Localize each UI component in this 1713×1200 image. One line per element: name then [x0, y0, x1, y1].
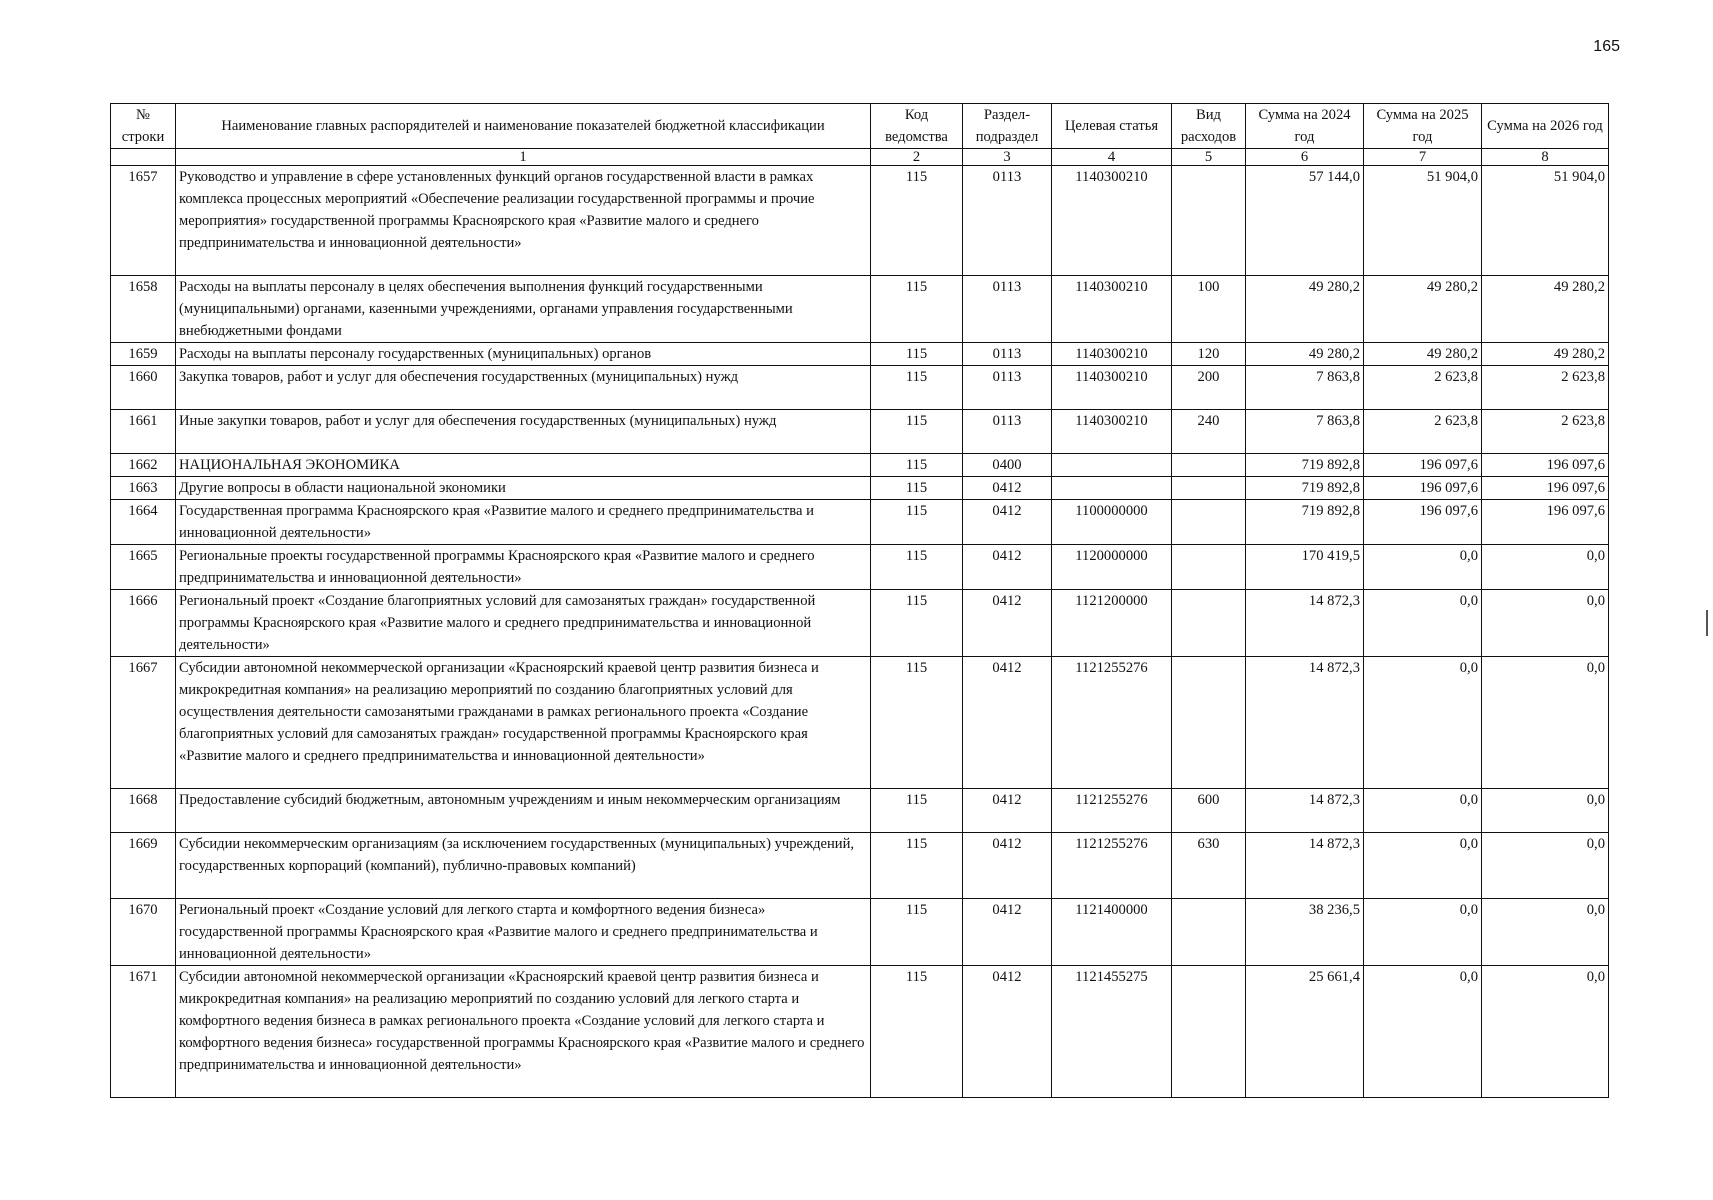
sum-2026: 196 097,6	[1482, 477, 1609, 500]
section-code: 0113	[963, 410, 1052, 454]
table-row	[111, 366, 1609, 410]
sum-2024: 170 419,5	[1246, 545, 1364, 590]
sum-2026: 51 904,0	[1482, 166, 1609, 276]
dept-code: 115	[871, 166, 963, 276]
budget-table	[110, 103, 1609, 1098]
table-row	[111, 833, 1609, 899]
expense-type	[1172, 899, 1246, 966]
table-row	[111, 657, 1609, 789]
column-numbers-row	[111, 149, 1609, 166]
column-number: 4	[1052, 149, 1172, 166]
column-number	[111, 149, 176, 166]
section-code: 0412	[963, 545, 1052, 590]
dept-code: 115	[871, 590, 963, 657]
column-number: 8	[1482, 149, 1609, 166]
expense-type: 240	[1172, 410, 1246, 454]
sum-2024: 14 872,3	[1246, 833, 1364, 899]
sum-2026: 0,0	[1482, 789, 1609, 833]
header-dept-code: Код ведомства	[871, 104, 963, 149]
column-number: 1	[176, 149, 871, 166]
row-name: Предоставление субсидий бюджетным, автономным учреждениям и иным некоммерческим организациям	[176, 789, 871, 833]
sum-2026: 196 097,6	[1482, 500, 1609, 545]
section-code: 0113	[963, 366, 1052, 410]
section-code: 0113	[963, 166, 1052, 276]
target-article: 1140300210	[1052, 276, 1172, 343]
sum-2024: 719 892,8	[1246, 454, 1364, 477]
dept-code: 115	[871, 500, 963, 545]
sum-2024: 7 863,8	[1246, 366, 1364, 410]
header-row	[111, 104, 1609, 149]
target-article: 1121400000	[1052, 899, 1172, 966]
table-row	[111, 590, 1609, 657]
sum-2024: 719 892,8	[1246, 477, 1364, 500]
expense-type	[1172, 966, 1246, 1098]
sum-2025: 49 280,2	[1364, 343, 1482, 366]
row-name: Руководство и управление в сфере установленных функций органов государственной власти в рамках комплекса процессных мероприятий «Обеспечение реализации государственной программы и прочие мероприятия» государственной программы Красноярского края «Развитие малого и среднего предпринимательства и инновационной деятельности»	[176, 166, 871, 276]
row-number: 1668	[111, 789, 176, 833]
column-number: 5	[1172, 149, 1246, 166]
sum-2026: 0,0	[1482, 657, 1609, 789]
header-sum-2024: Сумма на 2024 год	[1246, 104, 1364, 149]
expense-type	[1172, 657, 1246, 789]
row-name: Субсидии автономной некоммерческой организации «Красноярский краевой центр развития бизнеса и микрокредитная компания» на реализацию мероприятий по созданию условий для легкого старта и комфортного ведения бизнеса в рамках регионального проекта «Создание условий для легкого старта и комфортного ведения бизнеса» государственной программы Красноярского края «Развитие малого и среднего предпринимательства и инновационной деятельности»	[176, 966, 871, 1098]
table-row	[111, 789, 1609, 833]
dept-code: 115	[871, 789, 963, 833]
row-number: 1669	[111, 833, 176, 899]
section-code: 0412	[963, 789, 1052, 833]
column-number: 6	[1246, 149, 1364, 166]
row-name: Иные закупки товаров, работ и услуг для обеспечения государственных (муниципальных) нужд	[176, 410, 871, 454]
sum-2024: 14 872,3	[1246, 789, 1364, 833]
sum-2026: 196 097,6	[1482, 454, 1609, 477]
section-code: 0412	[963, 477, 1052, 500]
sum-2024: 719 892,8	[1246, 500, 1364, 545]
dept-code: 115	[871, 477, 963, 500]
section-code: 0412	[963, 590, 1052, 657]
table-row	[111, 410, 1609, 454]
sum-2024: 49 280,2	[1246, 276, 1364, 343]
target-article: 1121255276	[1052, 657, 1172, 789]
expense-type	[1172, 545, 1246, 590]
expense-type: 630	[1172, 833, 1246, 899]
row-name: Субсидии некоммерческим организациям (за исключением государственных (муниципальных) учреждений, государственных корпораций (компаний), публично-правовых компаний)	[176, 833, 871, 899]
sum-2025: 196 097,6	[1364, 500, 1482, 545]
header-target-article: Целевая статья	[1052, 104, 1172, 149]
target-article: 1140300210	[1052, 366, 1172, 410]
sum-2024: 14 872,3	[1246, 657, 1364, 789]
row-number: 1664	[111, 500, 176, 545]
dept-code: 115	[871, 966, 963, 1098]
sum-2024: 57 144,0	[1246, 166, 1364, 276]
sum-2026: 0,0	[1482, 833, 1609, 899]
sum-2025: 0,0	[1364, 966, 1482, 1098]
table-row	[111, 966, 1609, 1098]
row-number: 1660	[111, 366, 176, 410]
row-number: 1663	[111, 477, 176, 500]
sum-2024: 25 661,4	[1246, 966, 1364, 1098]
sum-2025: 49 280,2	[1364, 276, 1482, 343]
dept-code: 115	[871, 833, 963, 899]
expense-type	[1172, 477, 1246, 500]
dept-code: 115	[871, 657, 963, 789]
row-name: Региональный проект «Создание благоприятных условий для самозанятых граждан» государственной программы Красноярского края «Развитие малого и среднего предпринимательства и инновационной деятельности»	[176, 590, 871, 657]
header-name: Наименование главных распорядителей и наименование показателей бюджетной классификации	[176, 104, 871, 149]
row-number: 1659	[111, 343, 176, 366]
sum-2026: 0,0	[1482, 545, 1609, 590]
dept-code: 115	[871, 276, 963, 343]
row-number: 1662	[111, 454, 176, 477]
dept-code: 115	[871, 343, 963, 366]
section-code: 0412	[963, 966, 1052, 1098]
target-article: 1140300210	[1052, 343, 1172, 366]
sum-2025: 0,0	[1364, 899, 1482, 966]
row-name: Расходы на выплаты персоналу в целях обеспечения выполнения функций государственными (муниципальными) органами, казенными учреждениями, органами управления государственными внебюджетными фондами	[176, 276, 871, 343]
sum-2025: 196 097,6	[1364, 477, 1482, 500]
sum-2026: 0,0	[1482, 590, 1609, 657]
sum-2026: 2 623,8	[1482, 410, 1609, 454]
sum-2024: 49 280,2	[1246, 343, 1364, 366]
table-row	[111, 166, 1609, 276]
row-name: Закупка товаров, работ и услуг для обеспечения государственных (муниципальных) нужд	[176, 366, 871, 410]
table-row	[111, 276, 1609, 343]
expense-type: 120	[1172, 343, 1246, 366]
sum-2025: 0,0	[1364, 789, 1482, 833]
sum-2026: 2 623,8	[1482, 366, 1609, 410]
target-article	[1052, 477, 1172, 500]
header-row-number: № строки	[111, 104, 176, 149]
row-name: Государственная программа Красноярского края «Развитие малого и среднего предпринимательства и инновационной деятельности»	[176, 500, 871, 545]
sum-2026: 0,0	[1482, 899, 1609, 966]
section-code: 0412	[963, 500, 1052, 545]
expense-type: 600	[1172, 789, 1246, 833]
table-row	[111, 545, 1609, 590]
table-row	[111, 477, 1609, 500]
section-code: 0412	[963, 899, 1052, 966]
row-number: 1671	[111, 966, 176, 1098]
target-article: 1121255276	[1052, 833, 1172, 899]
dept-code: 115	[871, 454, 963, 477]
edge-mark	[1706, 610, 1708, 636]
dept-code: 115	[871, 366, 963, 410]
section-code: 0400	[963, 454, 1052, 477]
row-name: НАЦИОНАЛЬНАЯ ЭКОНОМИКА	[176, 454, 871, 477]
header-section: Раздел-подраздел	[963, 104, 1052, 149]
row-number: 1665	[111, 545, 176, 590]
sum-2026: 0,0	[1482, 966, 1609, 1098]
sum-2026: 49 280,2	[1482, 343, 1609, 366]
sum-2026: 49 280,2	[1482, 276, 1609, 343]
target-article: 1140300210	[1052, 166, 1172, 276]
sum-2025: 0,0	[1364, 590, 1482, 657]
sum-2025: 0,0	[1364, 657, 1482, 789]
sum-2025: 2 623,8	[1364, 410, 1482, 454]
section-code: 0412	[963, 833, 1052, 899]
section-code: 0113	[963, 343, 1052, 366]
table-row	[111, 343, 1609, 366]
sum-2025: 0,0	[1364, 545, 1482, 590]
header-sum-2026: Сумма на 2026 год	[1482, 104, 1609, 149]
header-sum-2025: Сумма на 2025 год	[1364, 104, 1482, 149]
target-article: 1121255276	[1052, 789, 1172, 833]
sum-2025: 51 904,0	[1364, 166, 1482, 276]
row-number: 1670	[111, 899, 176, 966]
expense-type	[1172, 590, 1246, 657]
sum-2025: 2 623,8	[1364, 366, 1482, 410]
dept-code: 115	[871, 545, 963, 590]
target-article: 1120000000	[1052, 545, 1172, 590]
table-row	[111, 454, 1609, 477]
page-number: 165	[1593, 38, 1620, 55]
row-number: 1657	[111, 166, 176, 276]
row-name: Расходы на выплаты персоналу государственных (муниципальных) органов	[176, 343, 871, 366]
row-name: Региональные проекты государственной программы Красноярского края «Развитие малого и среднего предпринимательства и инновационной деятельности»	[176, 545, 871, 590]
row-number: 1658	[111, 276, 176, 343]
sum-2025: 0,0	[1364, 833, 1482, 899]
column-number: 3	[963, 149, 1052, 166]
table-row	[111, 500, 1609, 545]
sum-2024: 7 863,8	[1246, 410, 1364, 454]
header-expense-type: Вид расходов	[1172, 104, 1246, 149]
target-article: 1100000000	[1052, 500, 1172, 545]
expense-type	[1172, 166, 1246, 276]
row-name: Субсидии автономной некоммерческой организации «Красноярский краевой центр развития бизнеса и микрокредитная компания» на реализацию мероприятий по созданию благоприятных условий для осуществления деятельности самозанятыми гражданами в рамках регионального проекта «Создание благоприятных условий для самозанятых граждан» государственной программы Красноярского края «Развитие малого и среднего предпринимательства и инновационной деятельности»	[176, 657, 871, 789]
dept-code: 115	[871, 899, 963, 966]
section-code: 0412	[963, 657, 1052, 789]
section-code: 0113	[963, 276, 1052, 343]
table-row	[111, 899, 1609, 966]
row-name: Региональный проект «Создание условий для легкого старта и комфортного ведения бизнеса» государственной программы Красноярского края «Развитие малого и среднего предпринимательства и инновационной деятельности»	[176, 899, 871, 966]
sum-2024: 38 236,5	[1246, 899, 1364, 966]
expense-type: 100	[1172, 276, 1246, 343]
target-article: 1121200000	[1052, 590, 1172, 657]
target-article	[1052, 454, 1172, 477]
row-number: 1667	[111, 657, 176, 789]
dept-code: 115	[871, 410, 963, 454]
column-number: 2	[871, 149, 963, 166]
expense-type: 200	[1172, 366, 1246, 410]
sum-2024: 14 872,3	[1246, 590, 1364, 657]
expense-type	[1172, 500, 1246, 545]
column-number: 7	[1364, 149, 1482, 166]
target-article: 1140300210	[1052, 410, 1172, 454]
expense-type	[1172, 454, 1246, 477]
sum-2025: 196 097,6	[1364, 454, 1482, 477]
row-name: Другие вопросы в области национальной экономики	[176, 477, 871, 500]
target-article: 1121455275	[1052, 966, 1172, 1098]
row-number: 1666	[111, 590, 176, 657]
row-number: 1661	[111, 410, 176, 454]
